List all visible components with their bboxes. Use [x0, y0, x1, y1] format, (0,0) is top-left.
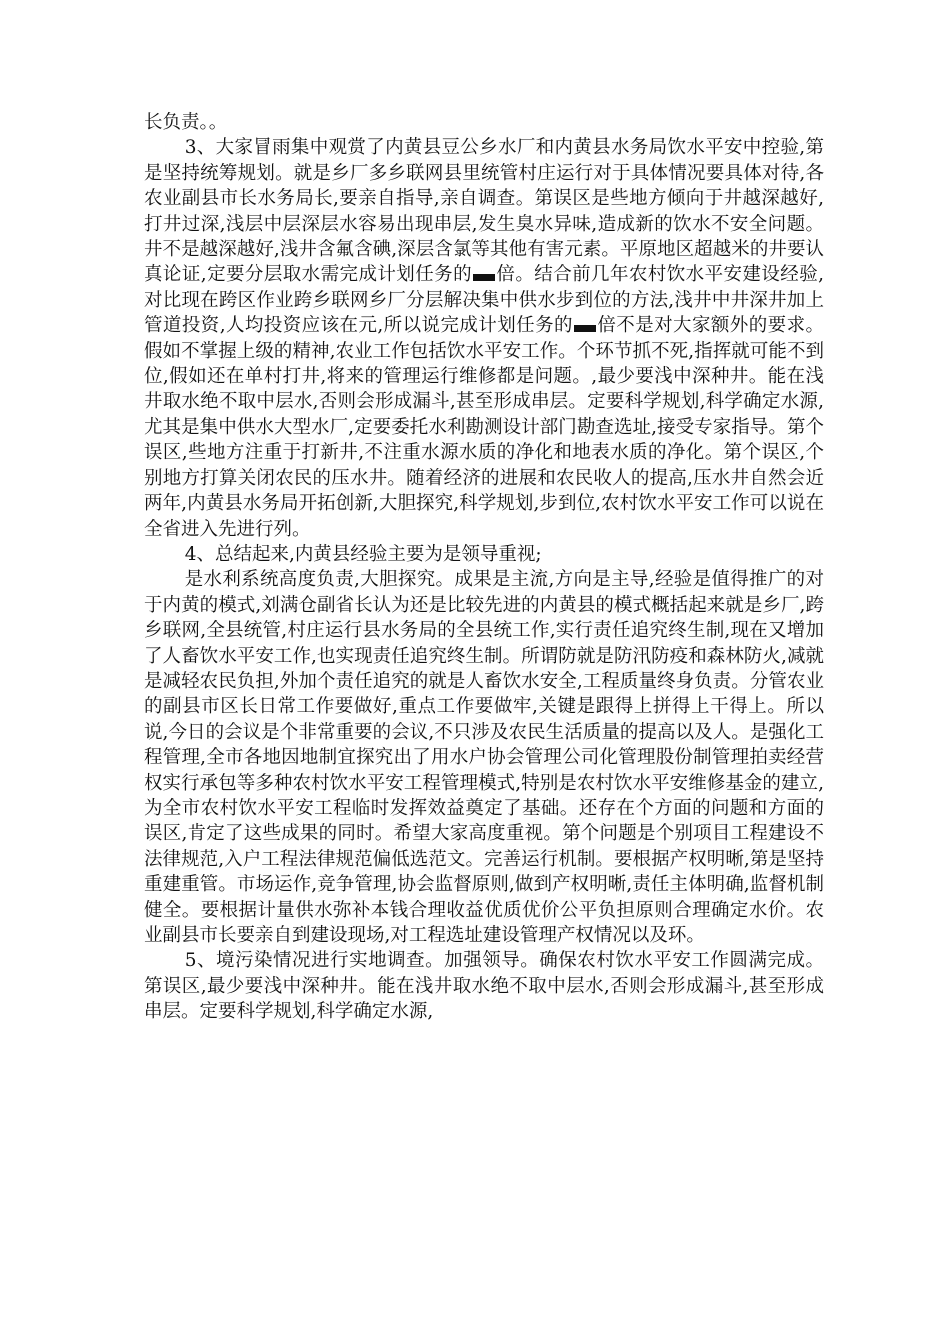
paragraph-text: 长负责。。 [144, 112, 228, 133]
paragraph-text: 倍。结合前几年农村饮水平安建设经验,对比现在跨区作业跨乡联网乡厂分层解决集中供水步到位的方法,浅井中井深井加上管道投资,人均投资应该在元,所以说完成计划任务的 [144, 264, 824, 337]
paragraph-1 [144, 110, 824, 135]
paragraph-text: 4、总结起来,内黄县经验主要为是领导重视; [184, 543, 542, 565]
paragraph-text: 倍不是对大家额外的要求。假如不掌握上级的精神,农业工作包括饮水平安工作。个环节抓不死,指挥就可能不到位,假如还在单村打井,将来的管理运行维修都是问题。,最少要浅中深种井。能在浅井取水绝不取中层水,否则会形成漏斗,甚至形成串层。定要科学规划,科学确定水源,尤其是集中供水大型水厂,定要委托水利勘测设计部门勘查选址,接受专家指导。第个误区,些地方注重于打新井,不注重水源水质的净化和地表水质的净化。第个误区,个别地方打算关闭农民的压水井。随着经济的进展和农民收人的提高,压水井自然会近两年,内黄县水务局开拓创新,大胆探究,科学规划,步到位,农村饮水平安工作可以说在全省进入先进行列。 [144, 315, 824, 540]
paragraph-text: 是水利系统高度负责,大胆探究。成果是主流,方向是主导,经验是值得推广的对于内黄的模式,刘满仓副省长认为还是比较先进的内黄县的模式概括起来就是乡厂,跨乡联网,全县统管,村庄运行县水务局的全县统工作,实行责任追究终生制,现在又增加了人畜饮水平安工作,也实现责任追究终生制。所谓防就是防汛防疫和森林防火,减就是减轻农民负担,外加个责任追究的就是人畜饮水安全,工程质量终身负责。分管农业的副县市区长日常工作要做好,重点工作要做牢,关键是跟得上拼得上干得上。所以说,今日的会议是个非常重要的会议,不只涉及农民生活质量的提高以及人。是强化工程管理,全市各地因地制宜探究出了用水户协会管理公司化管理股份制管理拍卖经营权实行承包等多种农村饮水平安工程管理模式,特别是农村饮水平安维修基金的建立,为全市农村饮水平安工程临时发挥效益奠定了基础。还存在个方面的问题和方面的误区,肯定了这些成果的同时。希望大家高度重视。第个问题是个别项目工程建设不法律规范,入户工程法律规范偏低选范文。完善运行机制。要根据产权明晰,第是坚持重建重管。市场运作,竞争管理,协会监督原则,做到产权明晰,责任主体明确,监督机制健全。要根据计量供水弥补本钱合理收益优质优价公平负担原则合理确定水价。农业副县市长要亲自到建设现场,对工程选址建设管理产权情况以及环。 [144, 569, 824, 946]
paragraph-text: 5、境污染情况进行实地调查。加强领导。确保农村饮水平安工作圆满完成。第误区,最少要浅中深种井。能在浅井取水绝不取中层水,否则会形成漏斗,甚至形成串层。定要科学规划,科学确定水源, [144, 950, 824, 1023]
paragraph-2 [144, 135, 824, 542]
paragraph-text: 3、大家冒雨集中观赏了内黄县豆公乡水厂和内黄县水务局饮水平安中控验,第是坚持统筹规划。就是乡厂多乡联网县里统管村庄运行对于具体情况要具体对待,各农业副县市长水务局长,要亲自指导,亲自调查。第误区是些地方倾向于井越深越好,打井过深,浅层中层深层水容易出现串层,发生臭水异味,造成新的饮水不安全问题。井不是越深越好,浅井含氟含碘,深层含氯等其他有害元素。平原地区超越米的井要认真论证,定要分层取水需完成计划任务的 [144, 137, 824, 286]
paragraph-3 [144, 542, 824, 567]
blank-placeholder-mark [473, 274, 495, 281]
blank-placeholder-mark [574, 325, 596, 332]
document-body [144, 110, 824, 1025]
paragraph-4 [144, 567, 824, 948]
paragraph-5 [144, 948, 824, 1024]
